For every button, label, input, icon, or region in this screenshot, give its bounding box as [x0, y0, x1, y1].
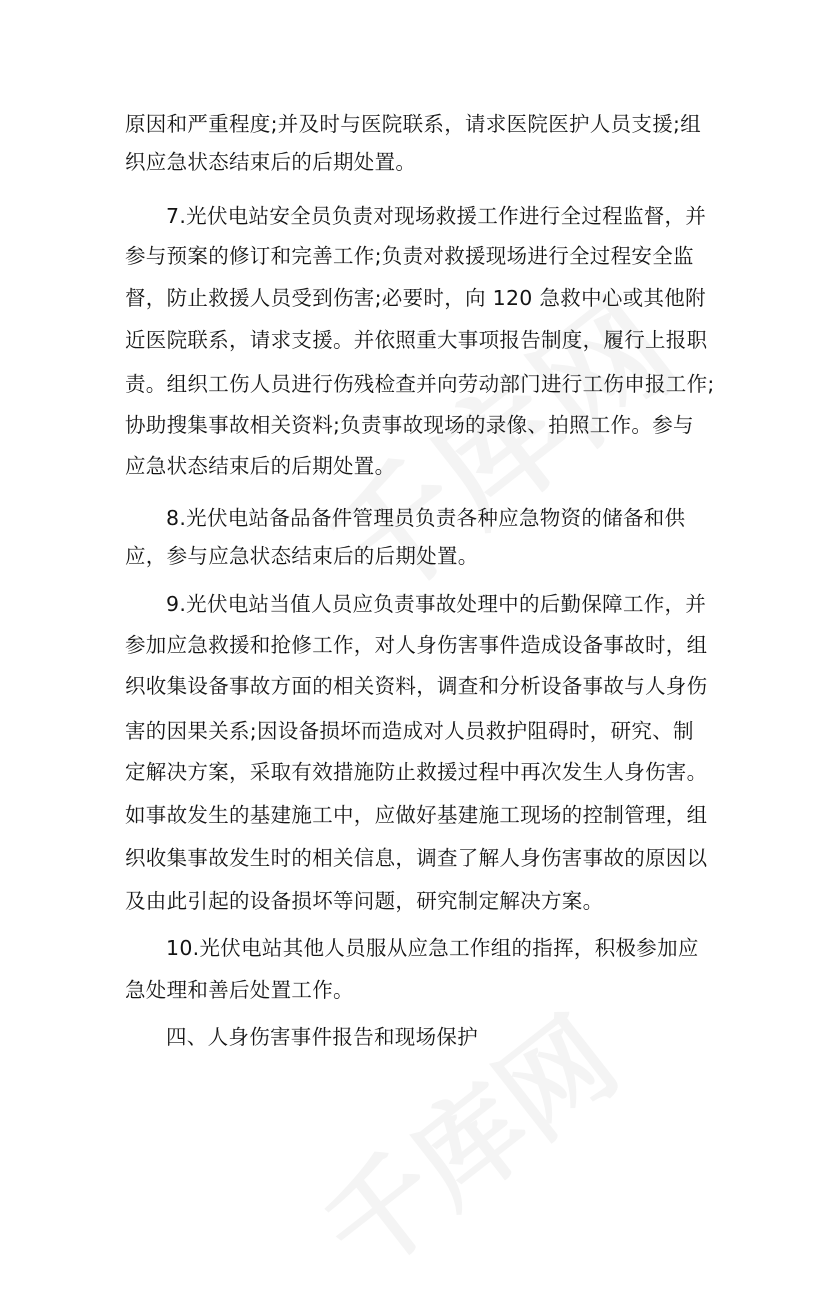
text-line: 8.光伏电站备品备件管理员负责各种应急物资的储备和供 — [166, 506, 686, 530]
text-line: 及由此引起的设备损坏等问题，研究制定解决方案。 — [125, 889, 604, 913]
text-line: 9.光伏电站当值人员应负责事故处理中的后勤保障工作，并 — [166, 592, 707, 616]
text-line: 近医院联系，请求支援。并依照重大事项报告制度，履行上报职 — [125, 328, 708, 352]
text-line: 7.光伏电站安全员负责对现场救援工作进行全过程监督，并 — [166, 204, 707, 228]
text-line: 参与预案的修订和完善工作;负责对救援现场进行全过程安全监 — [125, 244, 694, 268]
text-line: 织收集事故发生时的相关信息，调查了解人身伤害事故的原因以 — [125, 846, 708, 870]
text-line: 参加应急救援和抢修工作，对人身伤害事件造成设备事故时，组 — [125, 633, 708, 657]
text-line: 督，防止救援人员受到伤害;必要时，向 120 急救中心或其他附 — [125, 286, 706, 310]
text-line: 害的因果关系;因设备损坏而造成对人员救护阻碍时，研究、制 — [125, 719, 694, 743]
text-line: 责。组织工伤人员进行伤残检查并向劳动部门进行工伤申报工作; — [125, 372, 715, 396]
text-line: 如事故发生的基建施工中，应做好基建施工现场的控制管理，组 — [125, 803, 708, 827]
text-line: 急处理和善后处置工作。 — [125, 978, 354, 1002]
text-line: 应，参与应急状态结束后的后期处置。 — [125, 544, 479, 568]
text-line: 织应急状态结束后的后期处置。 — [125, 150, 417, 174]
text-line: 织收集设备事故方面的相关资料，调查和分析设备事故与人身伤 — [125, 674, 708, 698]
section-heading: 四、人身伤害事件报告和现场保护 — [166, 1025, 478, 1049]
text-line: 10.光伏电站其他人员服从应急工作组的指挥，积极参加应 — [166, 936, 699, 960]
text-line: 定解决方案，采取有效措施防止救援过程中再次发生人身伤害。 — [125, 760, 708, 784]
text-line: 协助搜集事故相关资料;负责事故现场的录像、拍照工作。参与 — [125, 413, 694, 437]
text-line: 应急状态结束后的后期处置。 — [125, 454, 396, 478]
text-line: 原因和严重程度;并及时与医院联系，请求医院医护人员支援;组 — [125, 112, 702, 136]
